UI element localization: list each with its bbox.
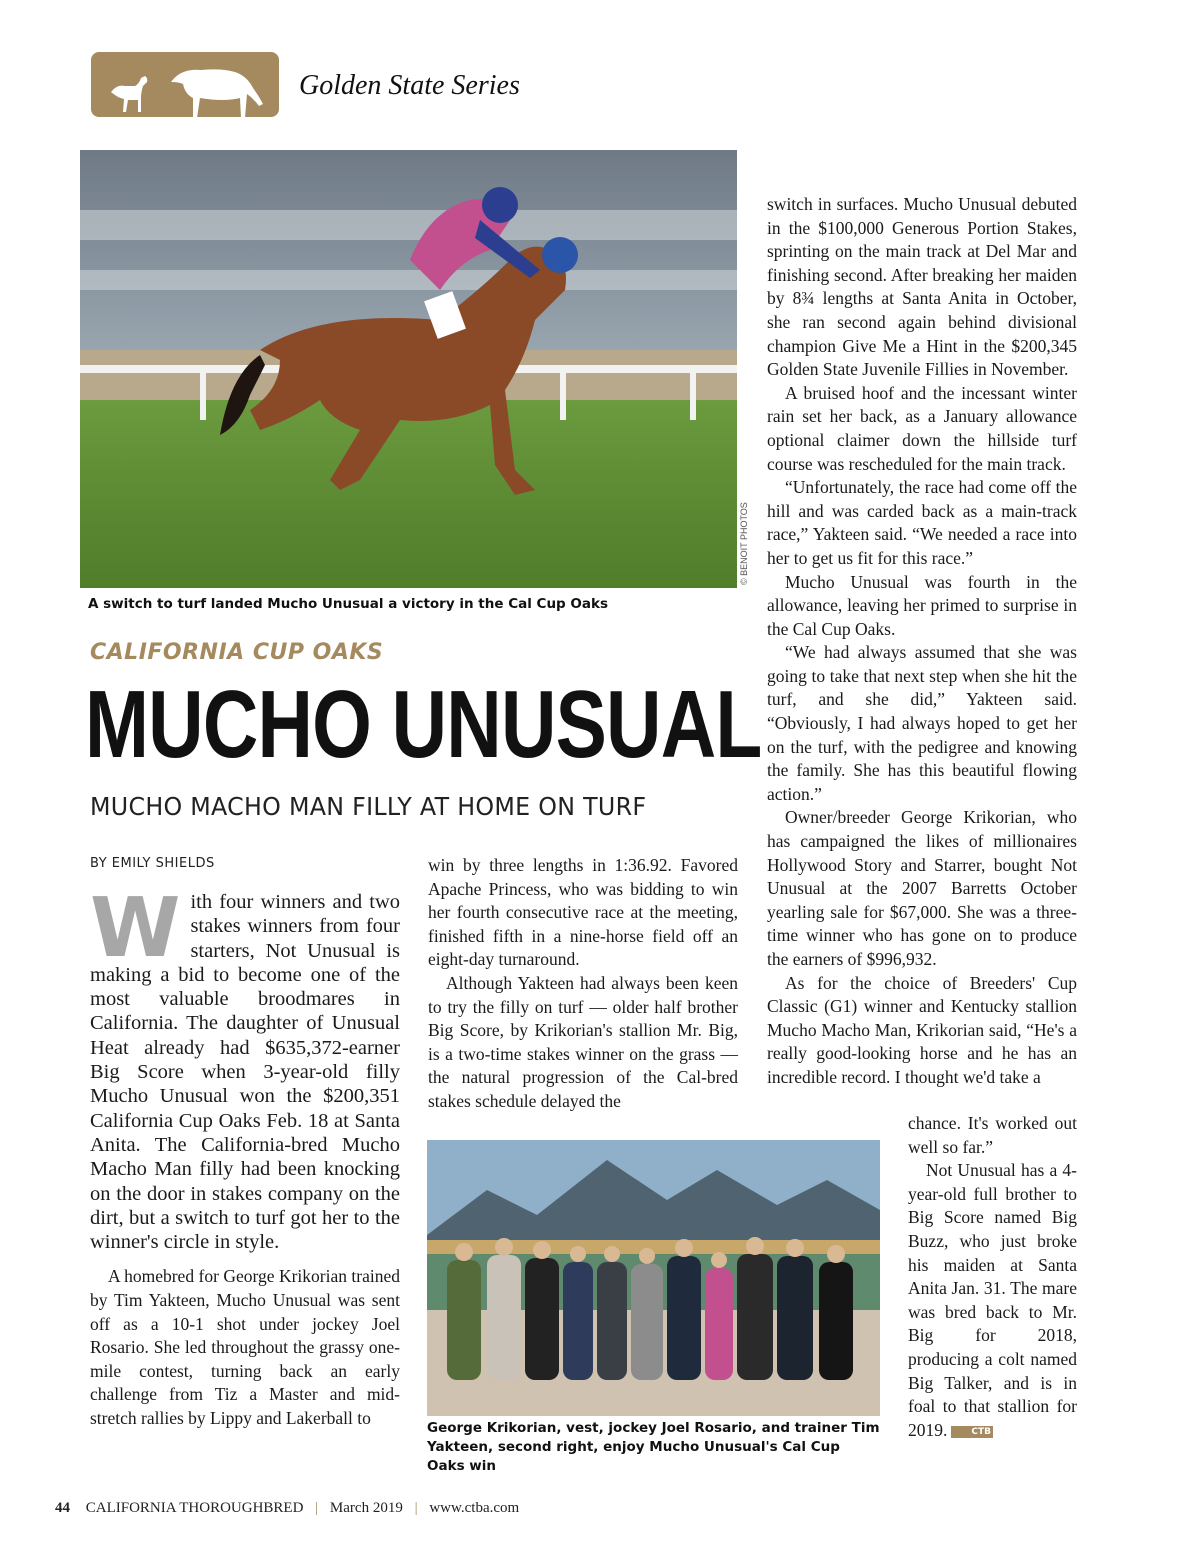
drop-cap: W [90, 881, 181, 976]
body-paragraph: Although Yakteen had always been keen to try the filly on turf — older half brother Big Score, by Krikorian's stallion Mr. Big, is a two-time stakes winner on the grass — the natural progression of the Cal-bred stakes schedule delayed the [428, 972, 738, 1111]
body-paragraph: Not Unusual has a 4-year-old full brother to Big Score named Big Buzz, who just broke his maiden at Santa Anita Jan. 31. The mare was bred back to Mr. Big for 2018, producing a colt named Big Talker, and is in foal to that stallion for 2019. CTB [908, 1160, 1077, 1440]
article-column-1 [90, 881, 400, 1431]
body-paragraph: “We had always assumed that she was going to take that next step when she hit the turf, and she did,” Yakteen said. “Obviously, I had always hoped to get her on the turf, with the pedigree and knowing the family. She has this beautiful flowing action.” [767, 642, 1077, 804]
end-mark: CTB [951, 1426, 993, 1438]
issue-date: March 2019 [329, 1500, 403, 1516]
article-headline: MUCHO UNUSUAL [85, 671, 762, 778]
byline: BY EMILY SHIELDS [90, 856, 215, 871]
body-paragraph: “Unfortunately, the race had come off the hill and was carded back as a main-track race,” Yakteen said. “We needed a race into her to get us fit for this race.” [767, 477, 1077, 568]
body-paragraph: Mucho Unusual was fourth in the allowance, leaving her primed to surprise in the Cal Cup Oaks. [767, 571, 1077, 639]
article-kicker: CALIFORNIA CUP OAKS [90, 640, 384, 665]
body-paragraph: As for the choice of Breeders' Cup Classic (G1) winner and Kentucky stallion Mucho Macho Man, Krikorian said, “He's a really good-looking horse and he has an incredible record. I thought we'd take a [767, 972, 1077, 1087]
article-column-3-continued [908, 1112, 1077, 1442]
website-link[interactable]: www.ctba.com [429, 1500, 520, 1516]
photo-credit: © BENOIT PHOTOS [739, 502, 749, 585]
article-subhead: MUCHO MACHO MAN FILLY AT HOME ON TURF [90, 792, 647, 821]
body-paragraph: Owner/breeder George Krikorian, who has campaigned the likes of millionaires Hollywood Story and Starrer, bought Not Unusual at the 2007 Barretts October yearling sale for $67,000. She was a three-time winner who has gone on to produce the earners of $996,932. [767, 807, 1077, 969]
race-photo [80, 150, 737, 588]
racehorse-image [80, 150, 737, 588]
body-paragraph: A homebred for George Krikorian trained by Tim Yakteen, Mucho Unusual was sent off as a 10-1 shot under jockey Joel Rosario. She led throughout the grassy one-mile contest, turning back an early challenge from Tiz a Master and mid-stretch rallies by Lippy and Lakerball to [90, 1266, 400, 1429]
footer-separator: | [414, 1500, 418, 1516]
series-title: Golden State Series [299, 70, 520, 101]
winners-circle-image [427, 1140, 880, 1416]
horse-silhouettes-icon [91, 52, 279, 117]
body-paragraph: win by three lengths in 1:36.92. Favored Apache Princess, who was bidding to win her fourth consecutive race at the meeting, finished fifth in a nine-horse field off an eight-day turnaround. [428, 855, 738, 970]
body-paragraph: A bruised hoof and the incessant winter rain set her back, as a January allowance optional claimer down the hillside turf course was rescheduled for the main track. [767, 382, 1077, 474]
series-logo [91, 52, 279, 117]
group-photo-caption: George Krikorian, vest, jockey Joel Rosario, and trainer Tim Yakteen, second right, enjoy Mucho Unusual's Cal Cup Oaks win [427, 1420, 880, 1474]
article-column-3 [767, 193, 1077, 1090]
lead-paragraph: With four winners and two stakes winners from four starters, Not Unusual is making a bid to become one of the most valuable broodmares in California. The daughter of Unusual Heat already had $635,372-earner Big Score when 3-year-old filly Mucho Unusual won the $200,351 California Cup Oaks Feb. 18 at Santa Anita. The California-bred Mucho Macho Man filly had been knocking on the door in stakes company on the dirt, but a switch to turf got her to the winner's circle in style. [90, 881, 400, 1254]
footer-separator: | [315, 1500, 319, 1516]
page-number: 44 [55, 1500, 70, 1516]
article-column-2 [428, 854, 738, 1114]
page-footer [55, 1500, 519, 1517]
body-paragraph: chance. It's worked out well so far.” [908, 1113, 1077, 1157]
publication-name: CALIFORNIA THOROUGHBRED [85, 1500, 304, 1516]
main-photo-caption: A switch to turf landed Mucho Unusual a victory in the Cal Cup Oaks [88, 596, 609, 612]
body-paragraph: switch in surfaces. Mucho Unusual debuted in the $100,000 Generous Portion Stakes, sprinting on the main track at Del Mar and finishing second. After breaking her maiden by 8¾ lengths at Santa Anita in October, she ran second again behind divisional champion Give Me a Hint in the $200,345 Golden State Juvenile Fillies in November. [767, 194, 1077, 380]
winners-circle-photo [427, 1140, 880, 1416]
